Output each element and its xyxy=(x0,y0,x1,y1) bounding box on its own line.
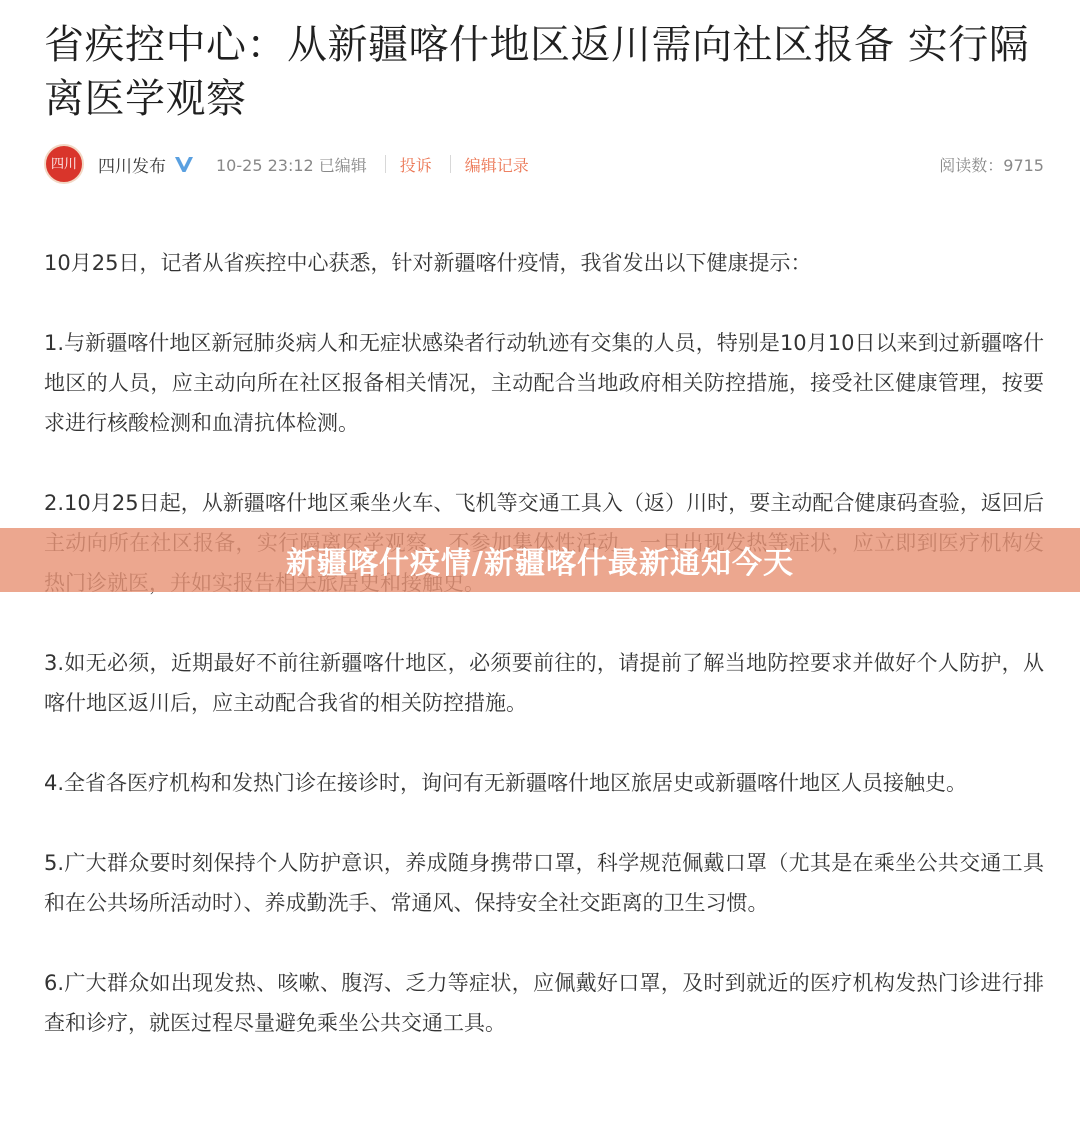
article-meta xyxy=(44,143,1044,185)
paragraph-intro: 10月25日，记者从省疾控中心获悉，针对新疆喀什疫情，我省发出以下健康提示： xyxy=(44,251,812,275)
overlay-banner xyxy=(0,528,1080,592)
verified-icon xyxy=(174,155,194,173)
avatar-text: 四川 xyxy=(50,156,77,172)
paragraph-6: 6.广大群众如出现发热、咳嗽、腹泻、乏力等症状，应佩戴好口罩，及时到就近的医疗机构发热门诊进行排查和诊疗，就医过程尽量避免乘坐公共交通工具。 xyxy=(44,971,1044,1035)
read-count: 阅读数：9715 xyxy=(939,155,1044,175)
edit-history-link[interactable]: 编辑记录 xyxy=(464,155,529,175)
paragraph-3: 3.如无必须，近期最好不前往新疆喀什地区，必须要前往的，请提前了解当地防控要求并做好个人防护，从喀什地区返川后，应主动配合我省的相关防控措施。 xyxy=(44,651,1044,715)
paragraph-1: 1.与新疆喀什地区新冠肺炎病人和无症状感染者行动轨迹有交集的人员，特别是10月10日以来到过新疆喀什地区的人员，应主动向所在社区报备相关情况，主动配合当地政府相关防控措施，接受社区健康管理，按要求进行核酸检测和血清抗体检测。 xyxy=(44,331,1044,435)
report-link[interactable]: 投诉 xyxy=(399,155,432,175)
paragraph-2: 2.10月25日起，从新疆喀什地区乘坐火车、飞机等交通工具入（返）川时，要主动配合健康码查验，返回后 xyxy=(44,491,1044,515)
article-title: 省疾控中心：从新疆喀什地区返川需向社区报备 实行隔离医学观察 xyxy=(44,22,1030,122)
meta-divider xyxy=(385,155,386,173)
banner-text: 新疆喀什疫情/新疆喀什最新通知今天 xyxy=(286,546,794,581)
author-name[interactable]: 四川发布 xyxy=(98,156,166,177)
article-body xyxy=(44,243,1044,1083)
post-timestamp: 10-25 23:12 已编辑 xyxy=(216,155,367,175)
meta-divider xyxy=(450,155,451,173)
author-avatar[interactable] xyxy=(44,144,84,184)
paragraph-4: 4.全省各医疗机构和发热门诊在接诊时，询问有无新疆喀什地区旅居史或新疆喀什地区人员接触史。 xyxy=(44,771,968,795)
paragraph-5: 5.广大群众要时刻保持个人防护意识，养成随身携带口罩，科学规范佩戴口罩（尤其是在乘坐公共交通工具和在公共场所活动时）、养成勤洗手、常通风、保持安全社交距离的卫生习惯。 xyxy=(44,851,1044,915)
